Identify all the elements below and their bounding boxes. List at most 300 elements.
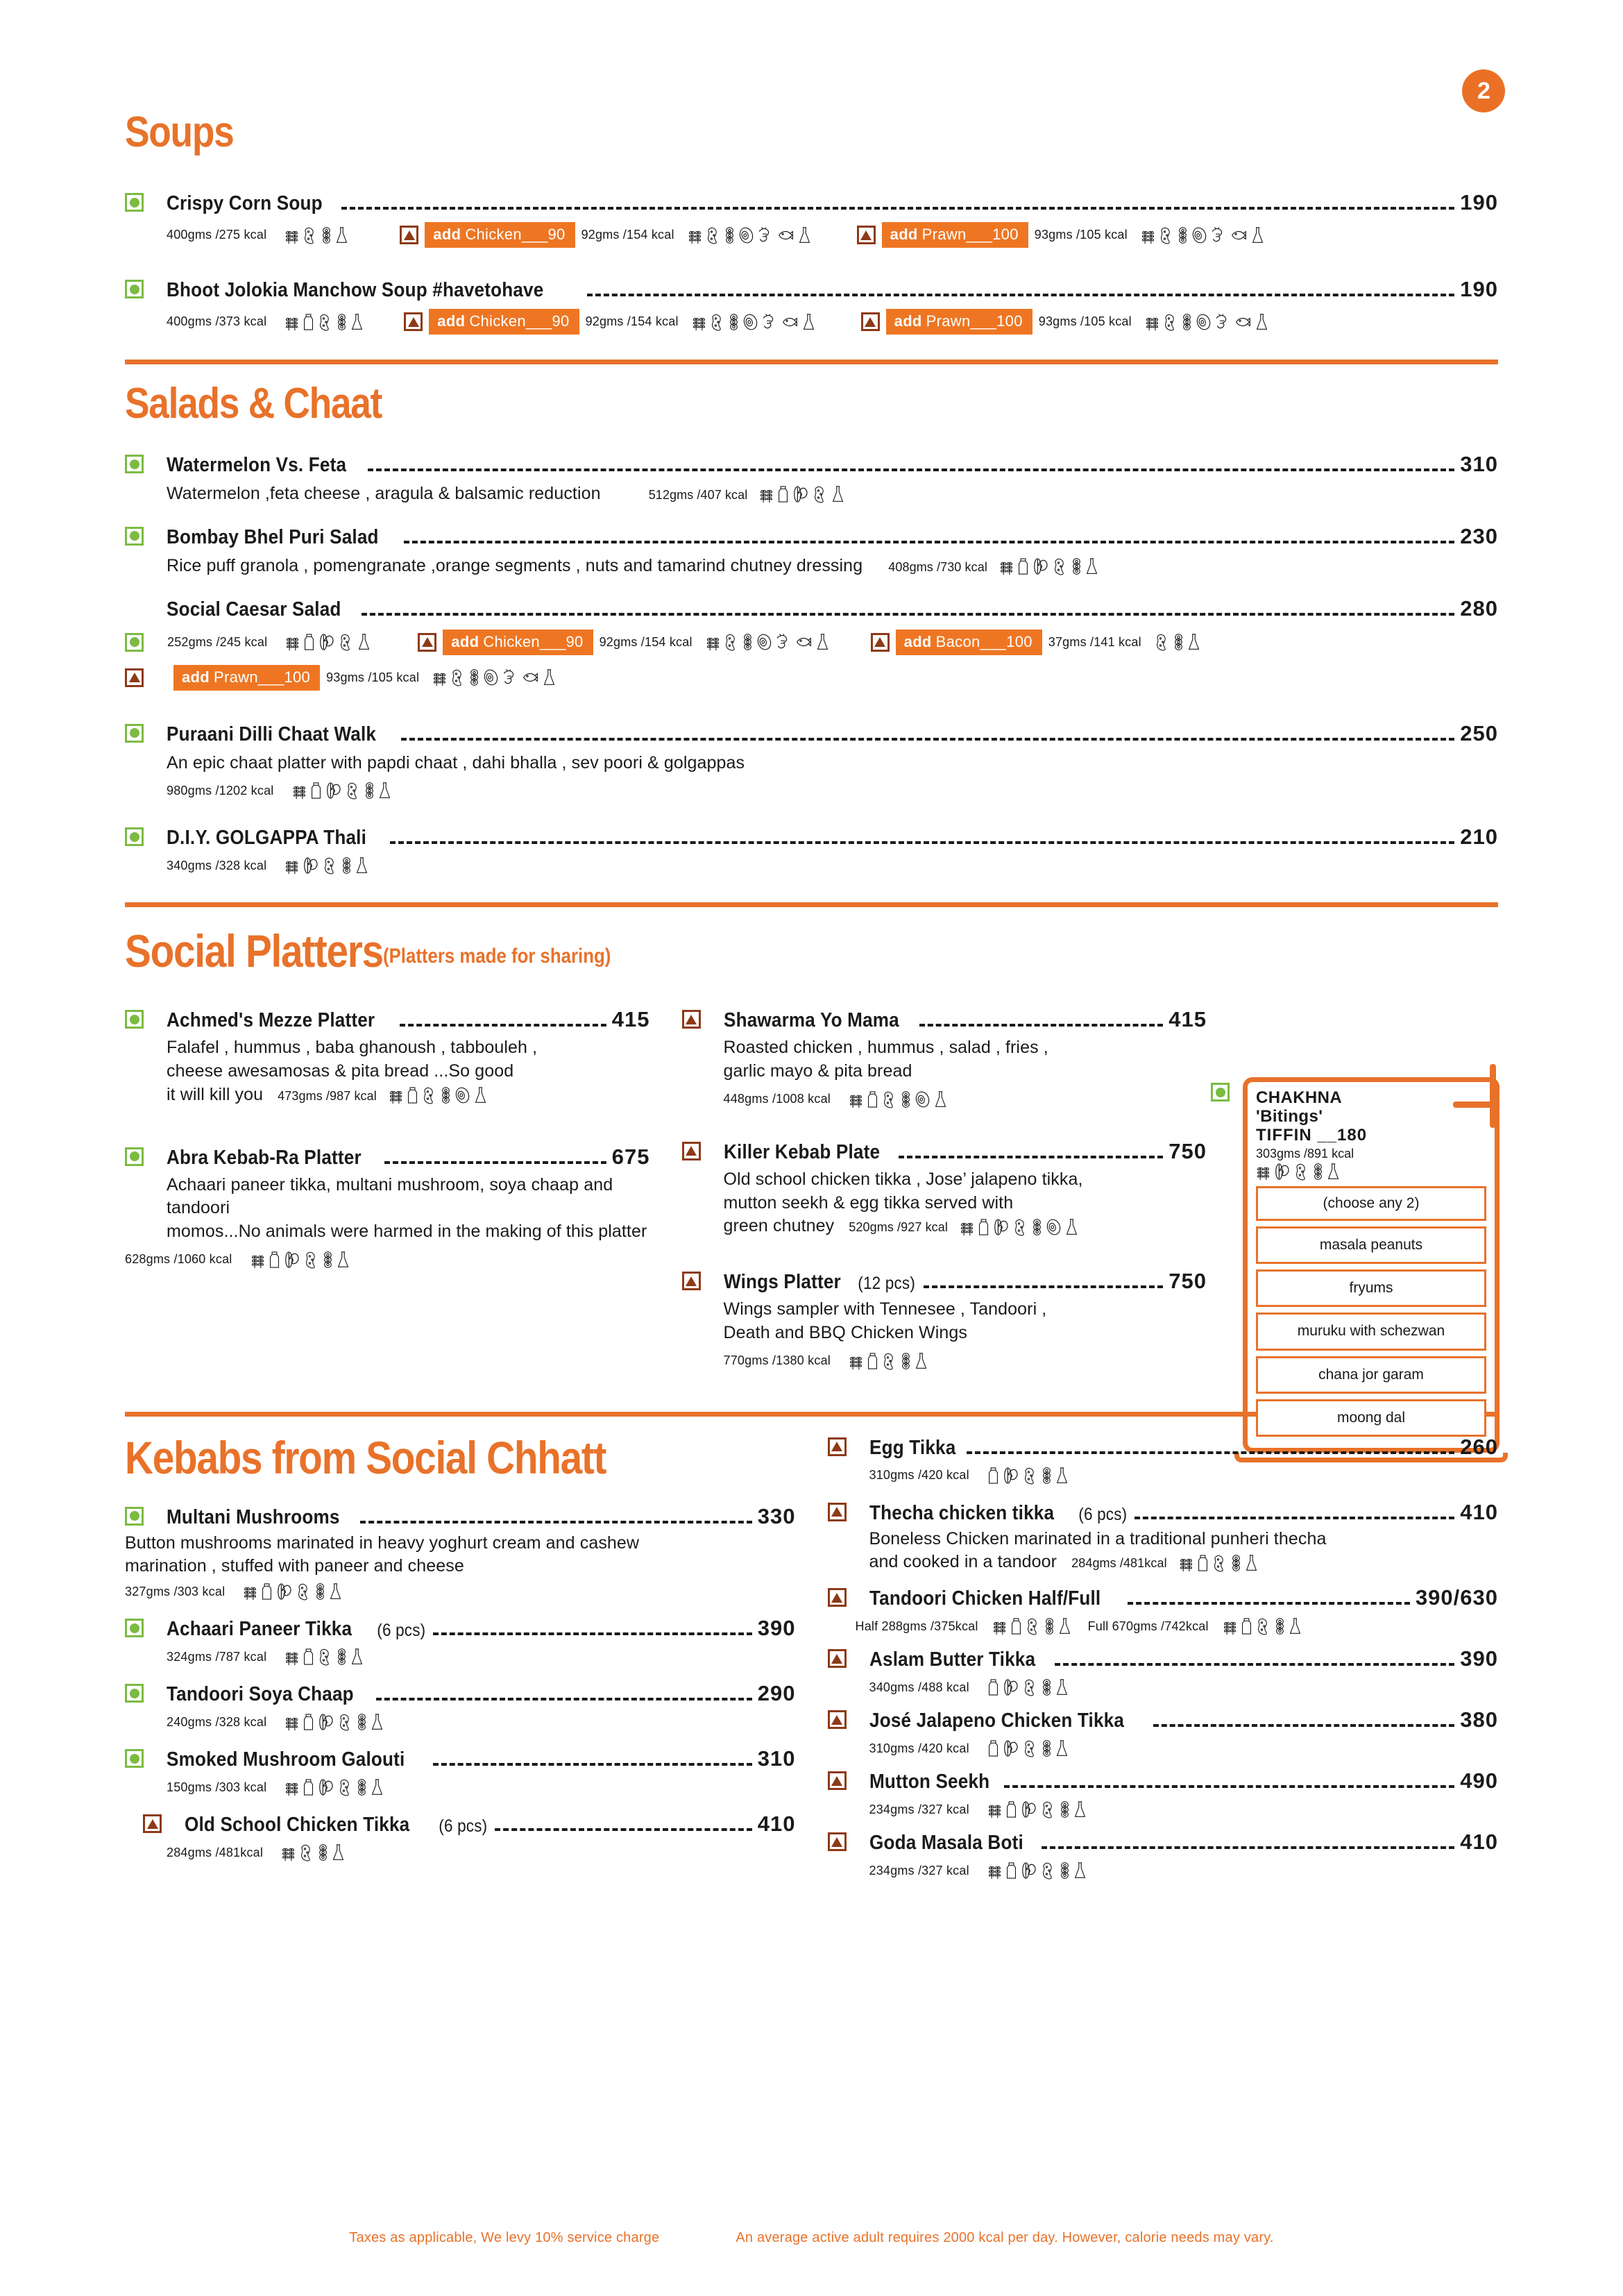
menu-item <box>125 596 1498 691</box>
item-price: 250 <box>1460 720 1498 745</box>
cereal-icon <box>243 1582 257 1601</box>
nonveg-marker-icon <box>828 1832 847 1851</box>
cereal-icon <box>1223 1617 1237 1635</box>
additives-icon <box>1055 1739 1069 1757</box>
tiffin-tier[interactable]: fryums <box>1256 1269 1486 1307</box>
milk-icon <box>867 1090 878 1108</box>
nutrition-row <box>167 1648 796 1666</box>
item-name: José Jalapeno Chicken Tikka <box>869 1710 1124 1732</box>
nutrition-row <box>125 1251 650 1269</box>
item-description: Button mushrooms marinated in heavy yoghurt cream and cashew <box>125 1533 640 1553</box>
crustacean-icon <box>502 668 518 686</box>
addon-item-label: Prawn___100 <box>921 226 1019 243</box>
nonveg-marker-icon <box>828 1588 847 1607</box>
peanut-icon <box>1159 226 1174 244</box>
addon-chip[interactable] <box>896 630 1042 655</box>
leader-dots <box>376 1698 752 1700</box>
item-title-row <box>869 1769 1499 1793</box>
nonveg-marker-icon <box>828 1771 847 1790</box>
allergen-icons <box>953 1218 1078 1236</box>
additives-icon <box>371 1778 384 1796</box>
fish-icon <box>781 313 799 331</box>
leader-dots <box>1128 1602 1410 1605</box>
item-meta: 628gms /1060 kcal <box>125 1252 232 1267</box>
egg-icon <box>742 313 758 331</box>
milk-icon <box>261 1582 273 1601</box>
nutrition-row <box>167 309 1498 335</box>
item-price: 390 <box>1460 1646 1498 1671</box>
item-price: 410 <box>1460 1830 1498 1854</box>
nutrition-row <box>167 1713 796 1731</box>
egg-icon <box>756 633 772 651</box>
addon-prawn[interactable] <box>125 665 556 691</box>
item-description: Old school chicken tikka , Jose’ jalapeno tikka, <box>723 1169 1083 1189</box>
item-title-row <box>869 1435 1499 1460</box>
menu-item <box>125 1746 796 1796</box>
egg-icon <box>454 1086 470 1104</box>
item-name: Wings Platter <box>723 1271 841 1293</box>
addon-prawn[interactable] <box>857 222 1264 248</box>
soy-icon <box>1060 1862 1070 1880</box>
cereal-icon <box>692 313 706 331</box>
tiffin-title-line1: CHAKHNA <box>1256 1088 1343 1107</box>
milk-icon <box>303 1713 314 1731</box>
cereal-icon <box>759 485 774 503</box>
veg-marker-icon <box>125 280 144 298</box>
nutrition-row <box>125 1582 796 1601</box>
leader-dots <box>587 294 1454 296</box>
menu-item <box>828 1646 1499 1696</box>
item-name: Tandoori Chicken Half/Full <box>869 1587 1101 1610</box>
additives-icon <box>543 668 556 686</box>
addon-prawn[interactable] <box>861 309 1268 335</box>
nutrition-row <box>869 1800 1499 1818</box>
addon-meta: 92gms /154 kcal <box>599 634 692 649</box>
menu-item <box>125 524 1498 578</box>
section-divider <box>125 902 1498 907</box>
nutrition-row <box>869 1467 1499 1485</box>
peanut-icon <box>1041 1800 1056 1818</box>
addon-add-label: add <box>894 312 922 330</box>
additives-icon <box>332 1843 345 1862</box>
footer-taxes: Taxes as applicable, We levy 10% service charge <box>349 2230 660 2245</box>
item-pieces: (6 pcs) <box>1078 1504 1128 1524</box>
item-price: 750 <box>1169 1138 1207 1163</box>
menu-item <box>125 1681 796 1731</box>
allergen-icons <box>1138 313 1268 331</box>
soy-icon <box>318 1843 328 1862</box>
item-meta-full: Full 670gms /742kcal <box>1087 1619 1209 1633</box>
kebabs-right-column <box>828 1435 1499 1880</box>
item-name: Abra Kebab-Ra Platter <box>167 1146 362 1169</box>
nonveg-marker-icon <box>682 1010 701 1029</box>
platters-right-column <box>682 1007 1207 1369</box>
allergen-icons <box>278 856 368 875</box>
additives-icon <box>1245 1554 1258 1572</box>
soy-icon <box>1071 557 1082 575</box>
egg-icon <box>483 668 499 686</box>
additives-icon <box>915 1352 928 1370</box>
milk-icon <box>303 1778 314 1796</box>
item-meta: 473gms /987 kcal <box>278 1088 377 1103</box>
allergen-icons <box>685 313 815 331</box>
cereal-icon <box>389 1086 403 1104</box>
menu-item <box>125 1812 796 1862</box>
peanut-icon <box>724 633 739 651</box>
additives-icon <box>1255 313 1268 331</box>
allergen-icons <box>842 1352 928 1370</box>
cereal-icon <box>992 1617 1007 1635</box>
addon-meta: 92gms /154 kcal <box>585 314 679 328</box>
item-title-row <box>185 1812 796 1837</box>
menu-item <box>682 1139 1207 1238</box>
cereal-icon <box>1141 226 1155 244</box>
additives-icon <box>1085 557 1098 575</box>
addon-chip[interactable] <box>425 222 575 248</box>
nutrition-row <box>856 1617 1499 1635</box>
page-number-badge <box>1462 69 1505 112</box>
addon-item-label: Chicken___90 <box>469 312 570 330</box>
section-title-soups: Soups <box>125 108 234 156</box>
nonveg-marker-icon <box>828 1437 847 1456</box>
item-title-row <box>167 1007 650 1032</box>
peanut-icon <box>339 633 354 651</box>
page-footer <box>0 2230 1623 2246</box>
item-title-row <box>167 1145 650 1170</box>
item-title-row <box>167 277 1498 302</box>
egg-icon <box>1196 313 1212 331</box>
allergen-icons <box>752 485 844 503</box>
nutrition-row <box>167 1778 796 1796</box>
milk-icon <box>1010 1617 1022 1635</box>
item-title-row <box>869 1646 1499 1671</box>
additives-icon <box>371 1713 384 1731</box>
tiffin-title <box>1256 1089 1486 1145</box>
soy-icon <box>901 1090 911 1108</box>
cereal-icon <box>292 782 307 800</box>
item-meta: 284gms /481kcal <box>167 1845 264 1859</box>
tiffin-tier[interactable]: masala peanuts <box>1256 1226 1486 1264</box>
nutrition-row <box>869 1678 1499 1696</box>
allergen-icons <box>980 1467 1069 1485</box>
allergen-icons <box>278 1713 384 1731</box>
milk-icon <box>1241 1617 1252 1635</box>
item-price: 310 <box>757 1746 796 1771</box>
additives-icon <box>1073 1862 1087 1880</box>
item-meta: 234gms /327 kcal <box>869 1863 969 1877</box>
leader-dots <box>899 1156 1164 1158</box>
milk-icon <box>1005 1862 1017 1880</box>
item-price: 410 <box>1460 1499 1498 1524</box>
item-title-row <box>167 825 1498 850</box>
item-price: 415 <box>1169 1007 1207 1032</box>
item-description-row <box>869 1551 1499 1574</box>
nutrition-row <box>125 665 1498 691</box>
milk-icon <box>1005 1800 1017 1818</box>
item-name: Old School Chicken Tikka <box>185 1814 410 1836</box>
addon-add-label: add <box>182 668 210 686</box>
allergen-icons <box>274 1843 345 1862</box>
cereal-icon <box>284 1648 299 1666</box>
menu-item <box>828 1585 1499 1635</box>
item-description: Achaari paneer tikka, multani mushroom, soya chaap and tandoori <box>167 1174 613 1218</box>
cereal-icon <box>284 856 299 875</box>
cereal-icon <box>987 1862 1002 1880</box>
peanut-icon <box>882 1352 897 1370</box>
nonveg-marker-icon <box>682 1272 701 1290</box>
section-salads <box>125 364 1498 907</box>
cereal-icon <box>960 1218 974 1236</box>
platters-left-column <box>125 1007 650 1369</box>
addon-chip[interactable] <box>886 309 1033 335</box>
additives-icon <box>1065 1218 1078 1236</box>
soy-icon <box>337 313 347 331</box>
leader-dots <box>919 1024 1163 1027</box>
egg-icon <box>738 226 754 244</box>
tiffin-tier[interactable]: muruku with schezwan <box>1256 1312 1486 1350</box>
item-price: 190 <box>1460 190 1498 214</box>
milk-icon <box>303 313 314 331</box>
tiffin-tier[interactable]: moong dal <box>1256 1399 1486 1437</box>
cereal-icon <box>849 1090 863 1108</box>
milk-icon <box>978 1218 989 1236</box>
tiffin-body <box>1243 1077 1499 1453</box>
veg-marker-icon <box>125 193 144 212</box>
additives-icon <box>934 1090 947 1108</box>
nonveg-marker-icon <box>828 1710 847 1729</box>
allergen-icons <box>699 633 829 651</box>
item-pieces: (12 pcs) <box>858 1274 916 1293</box>
milk-icon <box>310 782 322 800</box>
item-price: 260 <box>1460 1434 1498 1459</box>
soy-icon <box>901 1352 911 1370</box>
peanut-icon <box>338 1778 353 1796</box>
additives-icon <box>350 313 364 331</box>
item-meta: 327gms /303 kcal <box>125 1584 226 1598</box>
veg-marker-icon <box>1211 1083 1230 1101</box>
addon-chicken[interactable] <box>404 309 815 335</box>
allergen-icons <box>980 1800 1087 1818</box>
nonveg-marker-icon <box>125 668 144 687</box>
cereal-icon <box>999 557 1014 575</box>
soy-icon <box>357 1778 367 1796</box>
nutrition-row <box>125 630 1498 655</box>
item-title-row <box>724 1269 1207 1294</box>
chakhna-tiffin <box>1243 1077 1499 1462</box>
nutrition-row <box>167 856 1498 875</box>
egg-icon <box>915 1090 931 1108</box>
nutrition-row <box>167 1843 796 1862</box>
additives-icon <box>474 1086 487 1104</box>
item-description: momos...No animals were harmed in the making of this platter <box>167 1222 647 1241</box>
menu-item <box>828 1707 1499 1757</box>
footer-calories: An average active adult requires 2000 kcal per day. However, calorie needs may vary. <box>736 2230 1274 2245</box>
allergen-icons <box>980 1739 1069 1757</box>
tiffin-handle-bar <box>1453 1101 1493 1108</box>
item-meta: 252gms /245 kcal <box>167 634 268 649</box>
tiffin-handle <box>1490 1064 1496 1128</box>
item-title-row <box>167 1504 796 1529</box>
item-description: and cooked in a tandoor <box>869 1552 1057 1572</box>
leader-dots <box>401 738 1455 741</box>
item-name: Achmed's Mezze Platter <box>167 1009 375 1032</box>
nonveg-marker-icon <box>418 633 436 652</box>
item-title-row <box>167 596 1498 621</box>
peanut-icon <box>450 668 466 686</box>
menu-item <box>125 452 1498 506</box>
nuts-icon <box>318 633 335 651</box>
egg-icon <box>1191 226 1207 244</box>
item-price: 210 <box>1460 825 1498 850</box>
kebabs-columns <box>125 1431 1498 1880</box>
item-description: Watermelon ,feta cheese , aragula & balsamic reduction <box>167 484 601 503</box>
cereal-icon <box>1145 313 1159 331</box>
item-description: marination , stuffed with paneer and cheese <box>125 1556 464 1576</box>
item-meta: 234gms /327 kcal <box>869 1802 969 1816</box>
item-title-row <box>869 1500 1499 1525</box>
item-price: 380 <box>1460 1707 1498 1732</box>
item-description: green chutney <box>723 1216 835 1236</box>
leader-dots <box>360 1521 751 1523</box>
additives-icon <box>798 226 811 244</box>
allergen-icons <box>278 1778 384 1796</box>
nonveg-marker-icon <box>682 1142 701 1160</box>
nonveg-marker-icon <box>861 312 880 331</box>
nuts-icon <box>1274 1163 1291 1181</box>
addon-chicken[interactable] <box>418 630 829 655</box>
addon-chip[interactable] <box>173 665 320 691</box>
nuts-icon <box>276 1582 293 1601</box>
item-price: 490 <box>1460 1769 1498 1793</box>
item-description: An epic chaat platter with papdi chaat , dahi bhalla , sev poori & golgappas <box>167 752 745 773</box>
menu-item <box>125 721 1498 800</box>
cereal-icon <box>250 1251 265 1269</box>
peanut-icon <box>710 313 725 331</box>
additives-icon <box>357 633 371 651</box>
menu-item <box>828 1769 1499 1818</box>
addon-item-label: Bacon___100 <box>935 632 1033 650</box>
milk-icon <box>1197 1554 1209 1572</box>
menu-item <box>125 825 1498 875</box>
addon-chicken[interactable] <box>400 222 810 248</box>
allergen-icons <box>681 226 811 244</box>
menu-item <box>828 1830 1499 1880</box>
cereal-icon <box>285 633 300 651</box>
item-name: Mutton Seekh <box>869 1771 989 1793</box>
allergen-icons <box>1148 633 1200 651</box>
item-price: 290 <box>757 1681 796 1705</box>
egg-icon <box>1046 1218 1062 1236</box>
item-description: mutton seekh & egg tikka served with <box>723 1192 1014 1213</box>
veg-marker-icon <box>125 1507 144 1526</box>
addon-chip[interactable] <box>443 630 593 655</box>
veg-marker-icon <box>125 1684 144 1703</box>
fish-icon <box>777 226 794 244</box>
item-title-row <box>167 1746 796 1771</box>
peanut-icon <box>296 1582 312 1601</box>
milk-icon <box>1017 557 1029 575</box>
addon-bacon[interactable] <box>871 630 1200 655</box>
item-description: Wings sampler with Tennesee , Tandoori , <box>723 1299 1047 1319</box>
tiffin-tier[interactable]: chana jor garam <box>1256 1356 1486 1394</box>
item-meta: 150gms /303 kcal <box>167 1780 267 1794</box>
item-title-row <box>167 1681 796 1706</box>
soy-icon <box>742 633 753 651</box>
soy-icon <box>1313 1163 1323 1181</box>
addon-add-label: add <box>451 632 479 650</box>
section-subtitle-platters: (Platters made for sharing) <box>383 945 611 968</box>
item-pieces: (6 pcs) <box>439 1816 488 1836</box>
allergen-icons <box>236 1582 342 1601</box>
allergen-icons <box>992 557 1098 575</box>
cereal-icon <box>706 633 720 651</box>
kebabs-left-column <box>125 1431 796 1880</box>
peanut-icon <box>338 1713 353 1731</box>
additives-icon <box>329 1582 342 1601</box>
milk-icon <box>777 485 789 503</box>
additives-icon <box>802 313 815 331</box>
fish-icon <box>1230 226 1248 244</box>
section-title-kebabs: Kebabs from Social Chhatt <box>125 1431 606 1483</box>
nonveg-marker-icon <box>404 312 423 331</box>
addon-chip[interactable] <box>429 309 579 335</box>
crustacean-icon <box>1211 226 1227 244</box>
allergen-icons <box>382 1086 487 1104</box>
peanut-icon <box>318 313 333 331</box>
soy-icon <box>341 856 352 875</box>
veg-marker-icon <box>125 827 144 846</box>
soy-icon <box>1042 1467 1052 1485</box>
item-price: 280 <box>1460 596 1498 621</box>
addon-chip[interactable] <box>882 222 1028 248</box>
addon-add-label: add <box>437 312 466 330</box>
item-name: Killer Kebab Plate <box>723 1140 880 1163</box>
item-price: 415 <box>611 1007 650 1032</box>
peanut-icon <box>1256 1617 1271 1635</box>
item-price: 390/630 <box>1415 1585 1498 1610</box>
item-title-row <box>869 1585 1499 1610</box>
leader-dots <box>967 1451 1455 1454</box>
item-price: 230 <box>1460 523 1498 548</box>
item-name: Shawarma Yo Mama <box>723 1009 899 1032</box>
item-price: 410 <box>757 1812 796 1836</box>
nonveg-marker-icon <box>857 226 876 244</box>
menu-item <box>828 1500 1499 1575</box>
item-description: cheese awesamosas & pita bread ...So good <box>167 1061 514 1081</box>
soy-icon <box>1178 226 1188 244</box>
nonveg-marker-icon <box>871 633 890 652</box>
soy-icon <box>315 1582 325 1601</box>
addon-add-label: add <box>433 226 461 243</box>
menu-item <box>125 190 1498 248</box>
nuts-icon <box>1003 1678 1019 1696</box>
nuts-icon <box>284 1251 300 1269</box>
crustacean-icon <box>762 313 778 331</box>
additives-icon <box>1055 1678 1069 1696</box>
allergen-icons <box>278 633 371 651</box>
nuts-icon <box>303 856 319 875</box>
nuts-icon <box>318 1778 334 1796</box>
section-header-platters <box>125 925 1498 977</box>
milk-icon <box>867 1352 878 1370</box>
item-meta: 240gms /328 kcal <box>167 1714 267 1729</box>
cereal-icon <box>849 1352 863 1370</box>
nonveg-marker-icon <box>828 1649 847 1668</box>
allergen-icons <box>980 1678 1069 1696</box>
veg-marker-icon <box>125 724 144 743</box>
item-title-row <box>167 524 1498 549</box>
item-name: Aslam Butter Tikka <box>869 1648 1035 1671</box>
